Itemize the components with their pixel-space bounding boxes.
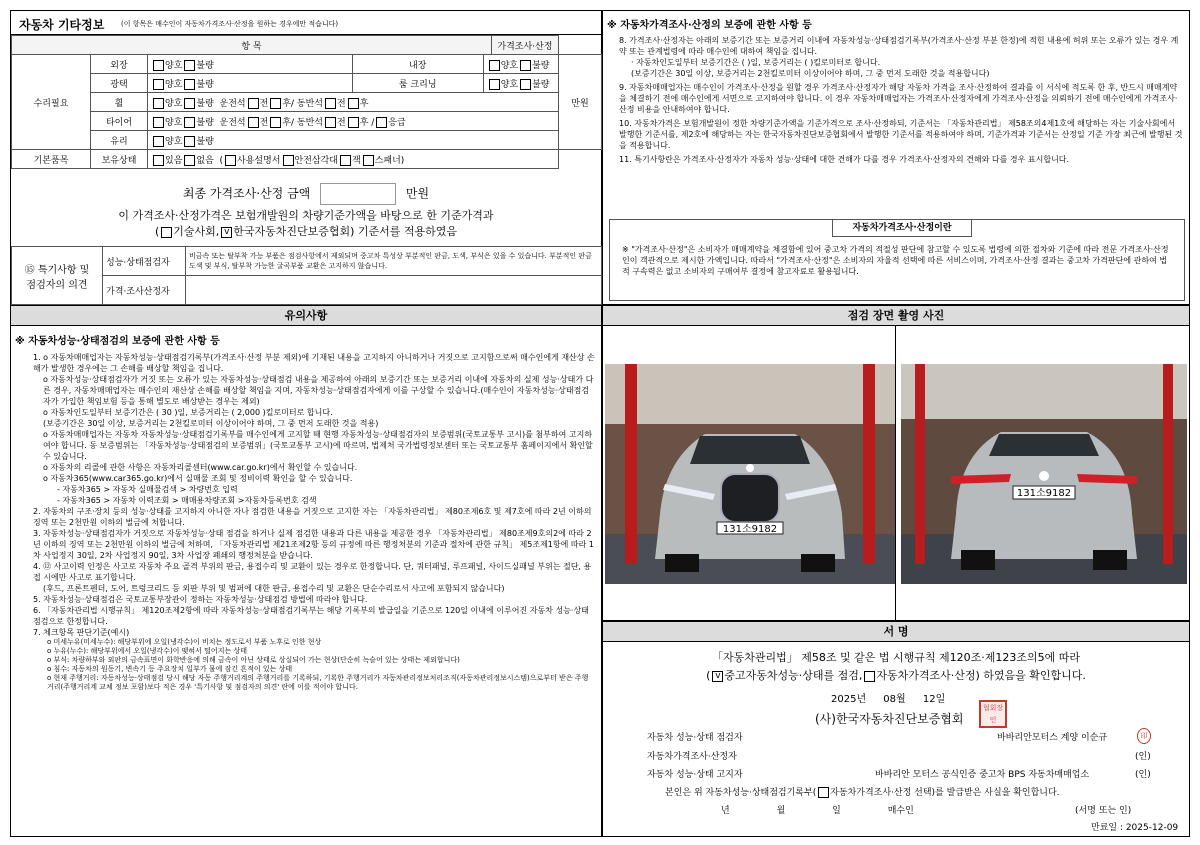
option-label: 양호 bbox=[165, 79, 183, 90]
date-day: 12일 bbox=[922, 694, 946, 705]
checkbox[interactable] bbox=[248, 117, 259, 128]
expiry-date: 만료일 : 2025-12-09 bbox=[1091, 823, 1179, 833]
appraiser-role: 자동차가격조사·산정자 bbox=[647, 752, 737, 762]
price-guarantee-items bbox=[619, 35, 1183, 165]
option-label: 불량 bbox=[532, 60, 550, 71]
checkbox[interactable] bbox=[153, 117, 164, 128]
option-label: 양호 bbox=[165, 60, 183, 71]
receipt-year: 년 bbox=[721, 806, 730, 816]
option-label: 후 / bbox=[359, 117, 375, 128]
checkbox[interactable] bbox=[270, 117, 281, 128]
seat-label: 운전석 bbox=[219, 117, 246, 128]
checkbox[interactable] bbox=[248, 98, 259, 109]
org-name: (사)한국자동차진단보증협회 bbox=[815, 712, 964, 726]
notice-title: ※ 자동차성능·상태점검의 보증에 관한 사항 등 bbox=[15, 336, 220, 347]
final-price-label: 최종 가격조사·산정 금액 bbox=[182, 186, 311, 201]
org-seal: 협회장인 bbox=[979, 700, 1007, 728]
option-label: 전 bbox=[259, 98, 269, 109]
inspector-stamp: 印 bbox=[1137, 728, 1151, 744]
checkbox-tech-society[interactable] bbox=[161, 227, 172, 238]
option-label: 불량 bbox=[196, 136, 214, 147]
appraiser-label: 가격·조사산정자 bbox=[103, 276, 186, 305]
checkbox[interactable] bbox=[520, 79, 531, 90]
criteria-item: ο 부식: 차량하부와 외판의 금속표면이 화학반응에 의해 금속이 아닌 상태로 상실되어 가는 현상(단순히 녹슬어 있는 상태는 제외합니다) bbox=[47, 656, 460, 664]
seat-label: / 동반석 bbox=[291, 117, 323, 128]
checkbox[interactable] bbox=[184, 60, 195, 71]
price-guarantee-title: ※ 자동차가격조사·산정의 보증에 관한 사항 등 bbox=[607, 20, 812, 31]
guarantee-item: 9. 자동차매매업자는 매수인이 가격조사·산정을 원할 경우 가격조사·산정자가 해당 자동차 가격을 조사·산정하여 결과를 이 서식에 적도록 한 후, 반드시 매매계약을 체결하기 전에 매수인에게 서면으로 고지하여야 합니다. 이 경우 자동차매매업자는 가격조사·산정자에게 가격조사·산정을 의뢰하기 전에 매수인에게 가격조사·산정 비용을 안내하여야 합니다. bbox=[619, 83, 1178, 114]
appraisal-info-title: 자동차가격조사·산정이란 bbox=[832, 219, 972, 237]
option-label: 후 bbox=[282, 117, 292, 128]
option-label: 불량 bbox=[196, 117, 214, 128]
option-label: 전 bbox=[337, 98, 346, 109]
option-label: 기술사회, bbox=[173, 225, 220, 238]
criteria-list bbox=[33, 638, 595, 692]
checkbox[interactable] bbox=[340, 155, 351, 166]
rear-car-photo bbox=[901, 364, 1187, 584]
seat-label: / 동반석 bbox=[291, 98, 323, 109]
notice-item: 5. 자동차성능·상태점검은 국토교통부장관이 정하는 자동차성능·상태점검 방법에 따라야 합니다. bbox=[33, 595, 368, 604]
option-label: 후 bbox=[282, 98, 292, 109]
standard-note bbox=[11, 208, 601, 240]
appraisal-info-box bbox=[609, 219, 1185, 301]
final-price-line bbox=[11, 183, 601, 205]
option-label: 전 bbox=[337, 117, 346, 128]
guarantee-item: 8. 가격조사·산정자는 아래의 보증기간 또는 보증거리 이내에 자동차성능·상태점검기록부(가격조사·산정 부분 한정)에 적힌 내용에 허위 또는 오류가 있는 경우 계약 또는 관계법령에 따라 매수인에 대하여 책임을 집니다. bbox=[619, 36, 1179, 56]
checkbox[interactable] bbox=[184, 136, 195, 147]
inspector-role: 자동차 성능·상태 점검자 bbox=[647, 733, 743, 743]
appraiser-opinion bbox=[186, 276, 602, 305]
inspector-opinion: 비금속 또는 탈부착 가능 부품은 점검사항에서 제외되며 중고차 특성상 부분적인 판금, 도색, 부식은 있을 수 있습니다. 부분적인 판금 도색 및 부식, 탈부착 가능한 굴곡부품 교환은 고지하지 않습니다. bbox=[186, 247, 602, 276]
option-label: 없음 bbox=[196, 155, 214, 166]
option-label: 불량 bbox=[532, 79, 550, 90]
checkbox[interactable] bbox=[153, 79, 164, 90]
row-label: 외장 bbox=[91, 55, 148, 74]
law-line: 「자동차관리법」 제58조 및 같은 법 시행규칙 제120조·제123조의5에 따라 bbox=[712, 651, 1080, 664]
checkbox[interactable] bbox=[153, 98, 164, 109]
notice-section bbox=[10, 305, 602, 837]
guarantee-item: · 자동차인도일부터 보증기간은 ( )일, 보증거리는 ( )킬로미터로 합니다. bbox=[631, 58, 881, 67]
basic-status: 보유상태 bbox=[91, 150, 148, 169]
front-car-photo bbox=[605, 364, 895, 584]
checkbox[interactable] bbox=[270, 98, 281, 109]
criteria-item: ο 미세누유(미세누수): 해당부위에 오일(냉각수)이 비치는 정도로서 부품 노후로 인한 현상 bbox=[47, 638, 322, 646]
photo-section bbox=[602, 305, 1190, 621]
price-unit: 만원 bbox=[558, 55, 601, 150]
row-label: 내장 bbox=[352, 55, 483, 74]
price-guarantee-section bbox=[602, 10, 1190, 305]
checkbox[interactable] bbox=[376, 117, 387, 128]
final-price-unit: 만원 bbox=[405, 186, 430, 201]
other-info-title: 자동차 기타정보 bbox=[19, 18, 105, 32]
standard-note-line1: 이 가격조사·산정가격은 보험개발원의 차량기준가액을 바탕으로 한 기준가격과 bbox=[118, 209, 494, 222]
notice-item: - 자동차365 > 자동차 이력조회 > 매매용차량조회 >자동차등록번호 검색 bbox=[57, 496, 317, 505]
checkbox-kadwa[interactable] bbox=[221, 227, 232, 238]
receipt-text: 본인은 위 자동차성능·상태점검기록부( bbox=[665, 788, 817, 798]
inspector-label: 성능·상태점검자 bbox=[103, 247, 186, 276]
issue-date bbox=[831, 690, 945, 705]
rear-plate: 131소9182 bbox=[1016, 488, 1072, 499]
option-label: 잭 bbox=[352, 155, 361, 166]
notice-item: (후드, 프론트펜더, 도어, 트렁크리드 등 외판 부위 및 범퍼에 대한 판금, 용접수리 및 교환은 단순수리로서 사고에 포함되지 않습니다) bbox=[43, 584, 505, 593]
option-label: 응급 bbox=[388, 117, 406, 128]
appraiser-seal: (인) bbox=[1135, 752, 1151, 762]
option-label: 자동차가격조사·산정) 하였음을 확인합니다. bbox=[876, 669, 1086, 682]
option-label: 불량 bbox=[196, 98, 214, 109]
checkbox[interactable] bbox=[184, 98, 195, 109]
option-label: 양호 bbox=[165, 98, 183, 109]
criteria-item: ο 현재 주행거리: 자동차성능·상태점검 당시 해당 자동 주행거리계의 주행거리를 기록하되, 기록한 주행거리가 자동차관리정보처리조직(자동차관리정보시스템)으로부터 받은 주행거리(주행거리계 교체 정보 포함)보다 적은 경우 '특기사항 및 점검자의 의견' 란에 이를 적어야 합니다. bbox=[47, 674, 589, 691]
guarantee-item: 10. 자동차가격은 보험개발원이 정한 차량기준가액을 기준가격으로 조사·산정하되, 기준서는 「자동차관리법」 제58조의4제1호에 해당하는 자는 기술사회에서 발행한 기준서를, 제2호에 해당하는 자는 한국자동차진단보증협회에서 발행한 기준서를 적용하여야 하며, 기준가격과 기준서는 산정일 기준 가장 최근에 발행된 것을 적용합니다. bbox=[619, 119, 1183, 150]
receipt-date bbox=[721, 805, 914, 818]
repair-label: 수리필요 bbox=[12, 55, 91, 150]
checkbox-appraisal[interactable] bbox=[864, 671, 875, 682]
notice-item: 1. ο 자동차매매업자는 자동차성능·상태점검기록부(가격조사·산정 부분 제외)에 기재된 내용을 고지하지 아니하거나 거짓으로 고지함으로써 매수인에게 재산상 손해가 발생한 경우에는 그 손해를 배상할 책임을 집니다. bbox=[33, 353, 595, 373]
option-label: 한국자동차진단보증협회) 기준서를 적용하였음 bbox=[233, 225, 458, 238]
standard-note-line2 bbox=[11, 224, 601, 240]
appraisal-info-text: ※ "가격조사·산정"은 소비자가 매매계약을 체결함에 있어 중고차 가격의 적절성 판단에 참고할 수 있도록 법령에 의한 절차와 기준에 따라 전문 가격조사·산정인이 객관적으로 제시한 가액입니다. 따라서 "가격조사·산정"은 소비자의 자율적 선택에 따른 서비스이며, 가격조사·산정 결과는 중고차 가격판단에 관하여 법적 구속력은 없고 소비자의 구매여부 결정에 참고자료로 활용됩니다. bbox=[622, 245, 1169, 276]
option-label: 사용설명서 bbox=[237, 155, 281, 166]
seat-label: 운전석 bbox=[219, 98, 246, 109]
front-plate: 131소9182 bbox=[722, 524, 778, 535]
option-label: 전 bbox=[259, 117, 269, 128]
paren: ( bbox=[706, 669, 711, 682]
confirm-line bbox=[603, 667, 1189, 683]
notice-item: ο 자동차인도일부터 보증기간은 ( 30 )일, 보증거리는 ( 2,000 )킬로미터로 합니다. bbox=[43, 408, 333, 417]
special-label-line2: 점검자의 의견 bbox=[26, 279, 88, 291]
checkbox-receipt-appraisal[interactable] bbox=[818, 787, 829, 798]
notifier-seal: (인) bbox=[1135, 770, 1151, 780]
date-month: 08월 bbox=[883, 694, 906, 705]
option-label: 중고자동차성능·상태를 점검, bbox=[724, 669, 863, 682]
special-label-line1: ⑮ 특기사항 및 bbox=[24, 264, 90, 276]
option-label: 안전삼각대 bbox=[294, 155, 338, 166]
row-label: 타이어 bbox=[91, 112, 148, 131]
notice-item: ο 자동차매매업자는 자동차 자동차성능·상태점검기록부를 매수인에게 고지할 때 현행 자동차성능·상태점검자의 보증범위(국토교통부 고시)를 첨부하여 고지하여야 합니다. 동 보증범위는 「자동차성능·상태점검의 보증범위」(국토교통부 고시)에 따르며, 법제처 국가법령정보센터 또는 국토교통부 홈페이지에서 확인할 수 있습니다. bbox=[43, 430, 593, 461]
checkbox[interactable] bbox=[184, 117, 195, 128]
option-label: 양호 bbox=[500, 60, 519, 71]
rear-car-image bbox=[901, 364, 1187, 584]
option-label: 불량 bbox=[196, 60, 214, 71]
checkbox[interactable] bbox=[184, 155, 195, 166]
notice-item: 6. 「자동차관리법 시행규칙」 제120조제2항에 따라 자동차성능·상태점검기록부는 해당 기록부의 발급일을 기준으로 120일 이내에 이루어진 자동차 성능·상태점검으로 한정합니다. bbox=[33, 606, 589, 626]
option-label: 양호 bbox=[165, 136, 183, 147]
checkbox[interactable] bbox=[153, 155, 164, 166]
checkbox[interactable] bbox=[348, 98, 359, 109]
row-label: 유리 bbox=[91, 131, 148, 150]
buyer-label: 매수인 bbox=[887, 806, 914, 816]
checkbox[interactable] bbox=[520, 60, 531, 71]
inspector-name: 바바리안모터스 계양 이순규 bbox=[997, 733, 1108, 743]
checkbox[interactable] bbox=[489, 79, 500, 90]
option-label: 양호 bbox=[165, 117, 183, 128]
option-label: 있음 bbox=[165, 155, 183, 166]
notifier-name: 바바리안 모터스 공식인증 중고차 BPS 자동차매매업소 bbox=[875, 770, 1090, 780]
row-label: 휠 bbox=[91, 93, 148, 112]
final-price-input[interactable] bbox=[320, 183, 396, 205]
notice-item: 2. 자동차의 구조·장치 등의 성능·상태를 고지하지 아니한 자나 점검한 내용을 거짓으로 고지한 자는 「자동차관리법」 제80조제6호 및 제7호에 따라 2년 이하의 징역 또는 2천만원 이하의 벌금에 처합니다. bbox=[33, 507, 592, 527]
checkbox[interactable] bbox=[184, 79, 195, 90]
notice-item: - 자동차365 > 자동차 실매물검색 > 차량번호 입력 bbox=[57, 485, 238, 494]
notice-item: ο 자동차의 리콜에 관한 사항은 자동차리콜센터(www.car.go.kr)에서 확인할 수 있습니다. bbox=[43, 463, 358, 472]
option-label: 후 bbox=[359, 98, 369, 109]
special-notes-table bbox=[11, 246, 602, 305]
checkbox[interactable] bbox=[225, 155, 236, 166]
checkbox[interactable] bbox=[153, 60, 164, 71]
guarantee-item: (보증기간은 30일 이상, 보증거리는 2천킬로미터 이상이어야 하며, 그 중 먼저 도래한 것을 적용합니다) bbox=[631, 69, 990, 78]
checkbox[interactable] bbox=[283, 155, 294, 166]
other-info-note: (이 항목은 매수인이 자동차가격조사·산정을 원하는 경우에만 적습니다) bbox=[121, 20, 339, 28]
option-label: 양호 bbox=[500, 79, 519, 90]
buyer-sign[interactable]: (서명 또는 인) bbox=[1075, 806, 1132, 816]
checkbox[interactable] bbox=[325, 117, 336, 128]
signature-section bbox=[602, 621, 1190, 837]
other-info-table bbox=[11, 35, 602, 169]
notifier-role: 자동차 성능·상태 고지자 bbox=[647, 770, 743, 780]
paren: ) bbox=[400, 155, 405, 166]
other-info-section bbox=[10, 10, 602, 305]
option-label: 스패너 bbox=[374, 155, 401, 166]
checkbox[interactable] bbox=[363, 155, 374, 166]
guarantee-item: 11. 특기사항란은 가격조사·산정자가 자동차 성능·상태에 대한 견해가 다를 경우 가격조사·산정자의 견해와 다를 경우 표시합니다. bbox=[619, 155, 1070, 164]
notice-items bbox=[33, 352, 595, 692]
notice-header: 유의사항 bbox=[11, 306, 601, 326]
receipt-day: 일 bbox=[832, 806, 841, 816]
criteria-item: ο 침수: 자동차의 원동기, 변속기 등 주요장치 일부가 물에 잠긴 흔적이 있는 상태 bbox=[47, 665, 293, 673]
criteria-item: ο 누유(누수): 해당부위에서 오일(냉각수)이 맺혀서 떨어지는 상태 bbox=[47, 647, 247, 655]
paren: ( bbox=[154, 225, 160, 238]
notice-item: 4. ⑫ 사고이력 인정은 사고로 자동차 주요 골격 부위의 판금, 용접수리 및 교환이 있는 경우로 한정합니다. 단, 쿼터패널, 루프패널, 사이드실패널 부위는 절단, 용접 시에만 사고로 표기합니다. bbox=[33, 562, 592, 582]
row-label: 광택 bbox=[91, 74, 148, 93]
checkbox[interactable] bbox=[489, 60, 500, 71]
checkbox-performance[interactable] bbox=[712, 671, 723, 682]
row-label: 룸 크리닝 bbox=[352, 74, 483, 93]
paren: ( bbox=[219, 155, 224, 166]
notice-item: 3. 자동차성능·상태점검자가 거짓으로 자동차성능·상태 점검을 하거나 실제 점검한 내용과 다른 내용을 제공한 경우 「자동차관리법」 제80조제9호의2에 따라 2년 이하의 징역 또는 2천만원 이하의 벌금에 처하며, 「자동차관리법 제21조제2항 등의 규정에 따른 행정처분의 기준과 절차에 관한 규칙」 제5조제1항에 따라 1차 사업정지 30일, 2차 사업정지 90일, 3차 사업장 폐쇄의 행정처분을 받습니다. bbox=[33, 529, 594, 560]
option-label: 불량 bbox=[196, 79, 214, 90]
front-car-image bbox=[605, 364, 895, 584]
special-label bbox=[12, 247, 103, 305]
checkbox[interactable] bbox=[153, 136, 164, 147]
receipt-line bbox=[665, 787, 1060, 800]
photo-header: 점검 장면 촬영 사진 bbox=[603, 306, 1189, 326]
checkbox[interactable] bbox=[348, 117, 359, 128]
receipt-text: 자동차가격조사·산정 선택)를 발급받은 사실을 확인합니다. bbox=[830, 788, 1060, 798]
notice-item: 7. 체크항목 판단기준(예시) bbox=[33, 628, 130, 637]
basic-label: 기본품목 bbox=[12, 150, 91, 169]
signature-header: 서 명 bbox=[603, 622, 1189, 642]
col-price: 가격조사·산정 bbox=[491, 36, 558, 55]
col-item: 항 목 bbox=[12, 36, 492, 55]
date-year: 2025년 bbox=[831, 694, 867, 705]
notice-item: ο 자동차365(www.car365.go.kr)에서 실매물 조회 및 정비이력 확인을 할 수 있습니다. bbox=[43, 474, 353, 483]
notice-item: ο 자동차성능·상태점검자가 거짓 또는 오류가 있는 자동차성능·상태점검 내용을 제공하여 아래의 보증기간 또는 보증거리 이내에 자동차의 실제 성능·상태가 다른 경우, 자동차매매업자는 매수인의 재산상 손해를 배상할 책임을 지며, 자동차성능·상태점검자에게 이를 구상할 수 있습니다.(매수인이 자동차성능·상태점검자가 가입한 책임보험 등을 통해 별도로 배상받는 경우는 제외) bbox=[43, 375, 594, 406]
notice-item: (보증기간은 30일 이상, 보증거리는 2천킬로미터 이상이어야 하며, 그 중 먼저 도래한 것을 적용) bbox=[43, 419, 379, 428]
receipt-month: 월 bbox=[776, 806, 786, 816]
checkbox[interactable] bbox=[325, 98, 336, 109]
